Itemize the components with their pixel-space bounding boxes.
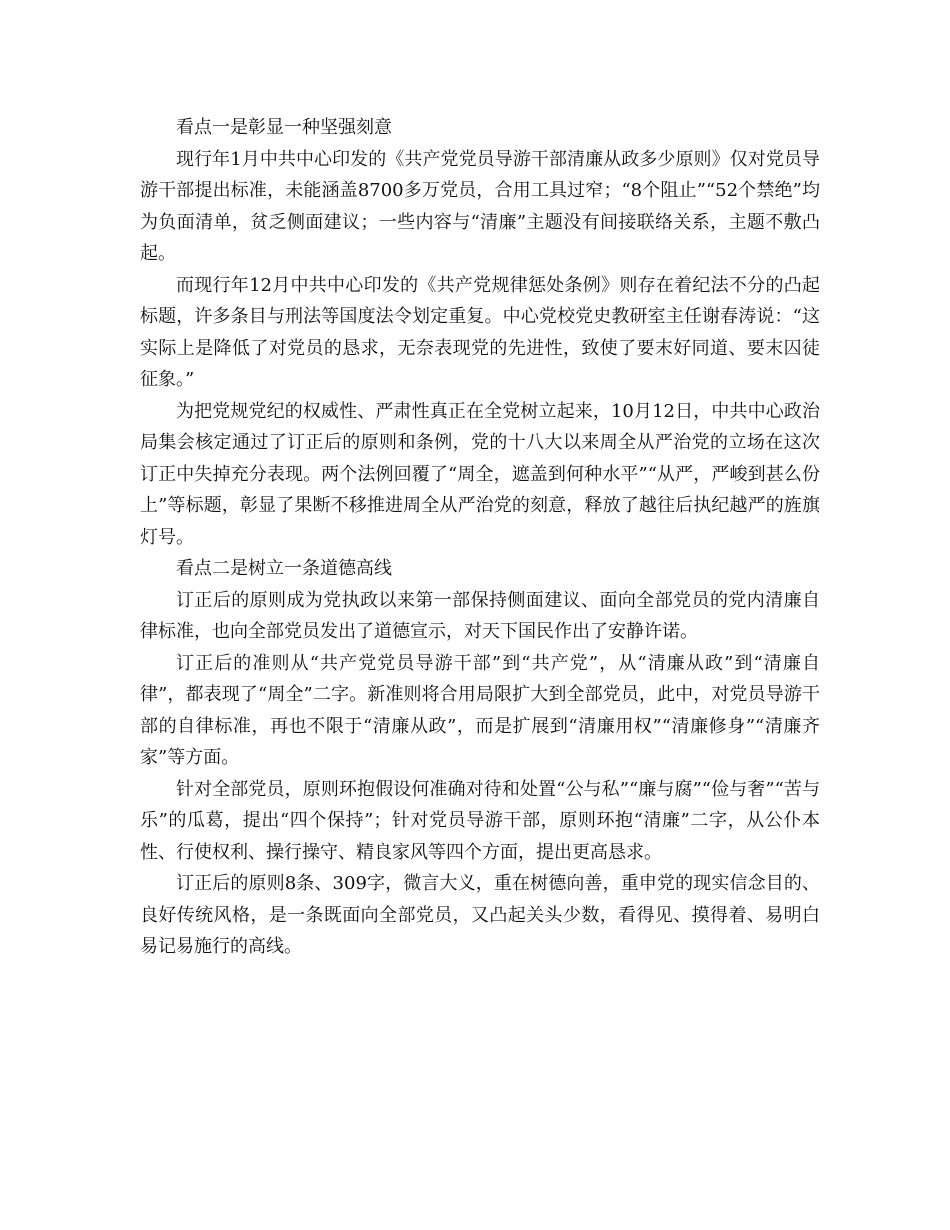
document-body	[140, 112, 820, 963]
paragraph: 订正后的准则从“共产党党员导游干部”到“共产党”，从“清廉从政”到“清廉自律”，都表现了“周全”二字。新准则将合用局限扩大到全部党员，此中，对党员导游干部的自律标准，再也不限于“清廉从政”，而是扩展到“清廉用权”“清廉修身”“清廉齐家”等方面。	[140, 652, 820, 768]
section-heading: 看点二是树立一条道德高线	[176, 558, 392, 579]
paragraph: 而现行年12月中共中心印发的《共产党规律惩处条例》则存在着纪法不分的凸起标题，许多条目与刑法等国度法令划定重复。中心党校党史教研室主任谢春涛说：“这实际上是降低了对党员的恳求，无奈表现党的先进性，致使了要末好同道、要末囚徒征象。”	[140, 274, 820, 390]
paragraph: 针对全部党员，原则环抱假设何准确对待和处置“公与私”“廉与腐”“俭与奢”“苦与乐”的瓜葛，提出“四个保持”；针对党员导游干部，原则环抱“清廉”二字，从公仆本性、行使权利、操行操守、精良家风等四个方面，提出更高恳求。	[140, 778, 820, 863]
paragraph: 为把党规党纪的权威性、严肃性真正在全党树立起来，10月12日，中共中心政治局集会核定通过了订正后的原则和条例，党的十八大以来周全从严治党的立场在这次订正中失掉充分表现。两个法例回覆了“周全，遮盖到何种水平”“从严，严峻到甚么份上”等标题，彰显了果断不移推进周全从严治党的刻意，释放了越往后执纪越严的旌旗灯号。	[140, 400, 820, 548]
paragraph: 订正后的原则成为党执政以来第一部保持侧面建议、面向全部党员的党内清廉自律标准，也向全部党员发出了道德宣示，对天下国民作出了安静许诺。	[140, 589, 820, 642]
paragraph: 订正后的原则8条、309字，微言大义，重在树德向善，重申党的现实信念目的、良好传统风格，是一条既面向全部党员，又凸起关头少数，看得见、摸得着、易明白易记易施行的高线。	[140, 873, 820, 957]
section-heading: 看点一是彰显一种坚强刻意	[176, 117, 392, 138]
paragraph: 现行年1月中共中心印发的《共产党党员导游干部清廉从政多少原则》仅对党员导游干部提出标准，未能涵盖8700多万党员，合用工具过窄；“8个阻止”“52个禁绝”均为负面清单，贫乏侧面建议；一些内容与“清廉”主题没有间接联络关系，主题不敷凸起。	[140, 148, 820, 264]
